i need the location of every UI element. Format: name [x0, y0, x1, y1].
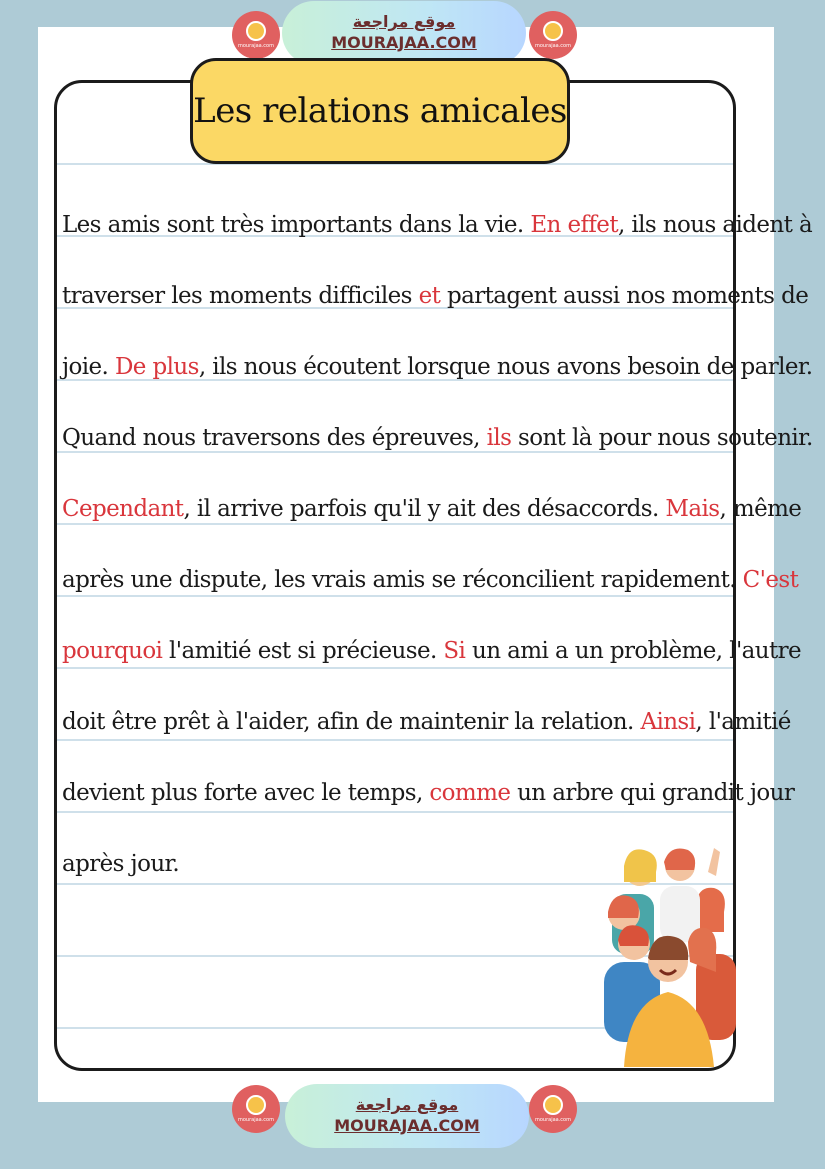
text-segment: , l'amitié: [695, 709, 791, 735]
logo-icon: [543, 1095, 563, 1115]
text-segment: doit être prêt à l'aider, afin de maintenir la relation.: [62, 709, 641, 735]
badge-label: mourajaa.com: [237, 1117, 274, 1123]
connector-word: pourquoi: [62, 638, 163, 664]
badge-label: mourajaa.com: [534, 43, 571, 49]
title-box: [190, 58, 570, 164]
site-banner-bottom[interactable]: [285, 1084, 529, 1148]
connector-word: Ainsi: [640, 709, 696, 735]
connector-word: De plus: [114, 354, 199, 380]
text-segment: un ami a un problème, l'autre: [465, 638, 802, 664]
text-line: [62, 403, 813, 474]
logo-icon: [543, 21, 563, 41]
text-segment: un arbre qui grandit jour: [510, 780, 795, 806]
text-line: [62, 190, 813, 261]
site-name-latin: MOURAJAA.COM: [334, 1116, 480, 1135]
connector-word: Cependant: [62, 496, 184, 522]
text-line: [62, 332, 813, 403]
page-title: Les relations amicales: [193, 91, 567, 131]
text-segment: , ils nous écoutent lorsque nous avons besoin de parler.: [198, 354, 813, 380]
text-segment: l'amitié est si précieuse.: [162, 638, 444, 664]
site-name-arabic: موقع مراجعة: [355, 1095, 459, 1114]
friends-illustration: [598, 842, 738, 1067]
connector-word: comme: [429, 780, 511, 806]
logo-badge-right-top: [529, 11, 577, 59]
text-segment: après jour.: [62, 851, 180, 877]
connector-word: ils: [486, 425, 512, 451]
logo-badge-left-top: [232, 11, 280, 59]
connector-word: En effet: [530, 212, 618, 238]
connector-word: C'est: [742, 567, 799, 593]
site-name-latin: MOURAJAA.COM: [331, 33, 477, 52]
text-segment: , il arrive parfois qu'il y ait des désaccords.: [183, 496, 666, 522]
text-segment: Les amis sont très importants dans la vie.: [62, 212, 531, 238]
logo-badge-right-bottom: [529, 1085, 577, 1133]
text-line: [62, 687, 791, 758]
text-line: [62, 758, 795, 829]
logo-badge-left-bottom: [232, 1085, 280, 1133]
site-banner-top[interactable]: [282, 1, 526, 65]
text-segment: devient plus forte avec le temps,: [62, 780, 430, 806]
logo-icon: [246, 21, 266, 41]
text-segment: Quand nous traversons des épreuves,: [62, 425, 487, 451]
connector-word: et: [418, 283, 441, 309]
text-segment: , ils nous aident à: [617, 212, 813, 238]
text-line: [62, 545, 799, 616]
text-segment: après une dispute, les vrais amis se réconcilient rapidement.: [62, 567, 743, 593]
connector-word: Mais: [665, 496, 720, 522]
text-segment: partagent aussi nos moments de: [440, 283, 809, 309]
badge-label: mourajaa.com: [534, 1117, 571, 1123]
site-name-arabic: موقع مراجعة: [352, 12, 456, 31]
text-line: [62, 616, 802, 687]
badge-label: mourajaa.com: [237, 43, 274, 49]
text-segment: , même: [719, 496, 802, 522]
text-segment: joie.: [62, 354, 115, 380]
text-segment: traverser les moments difficiles: [62, 283, 419, 309]
text-segment: sont là pour nous soutenir.: [511, 425, 813, 451]
paragraph: [62, 190, 813, 900]
text-line: [62, 474, 802, 545]
text-line: [62, 261, 809, 332]
connector-word: Si: [443, 638, 466, 664]
logo-icon: [246, 1095, 266, 1115]
